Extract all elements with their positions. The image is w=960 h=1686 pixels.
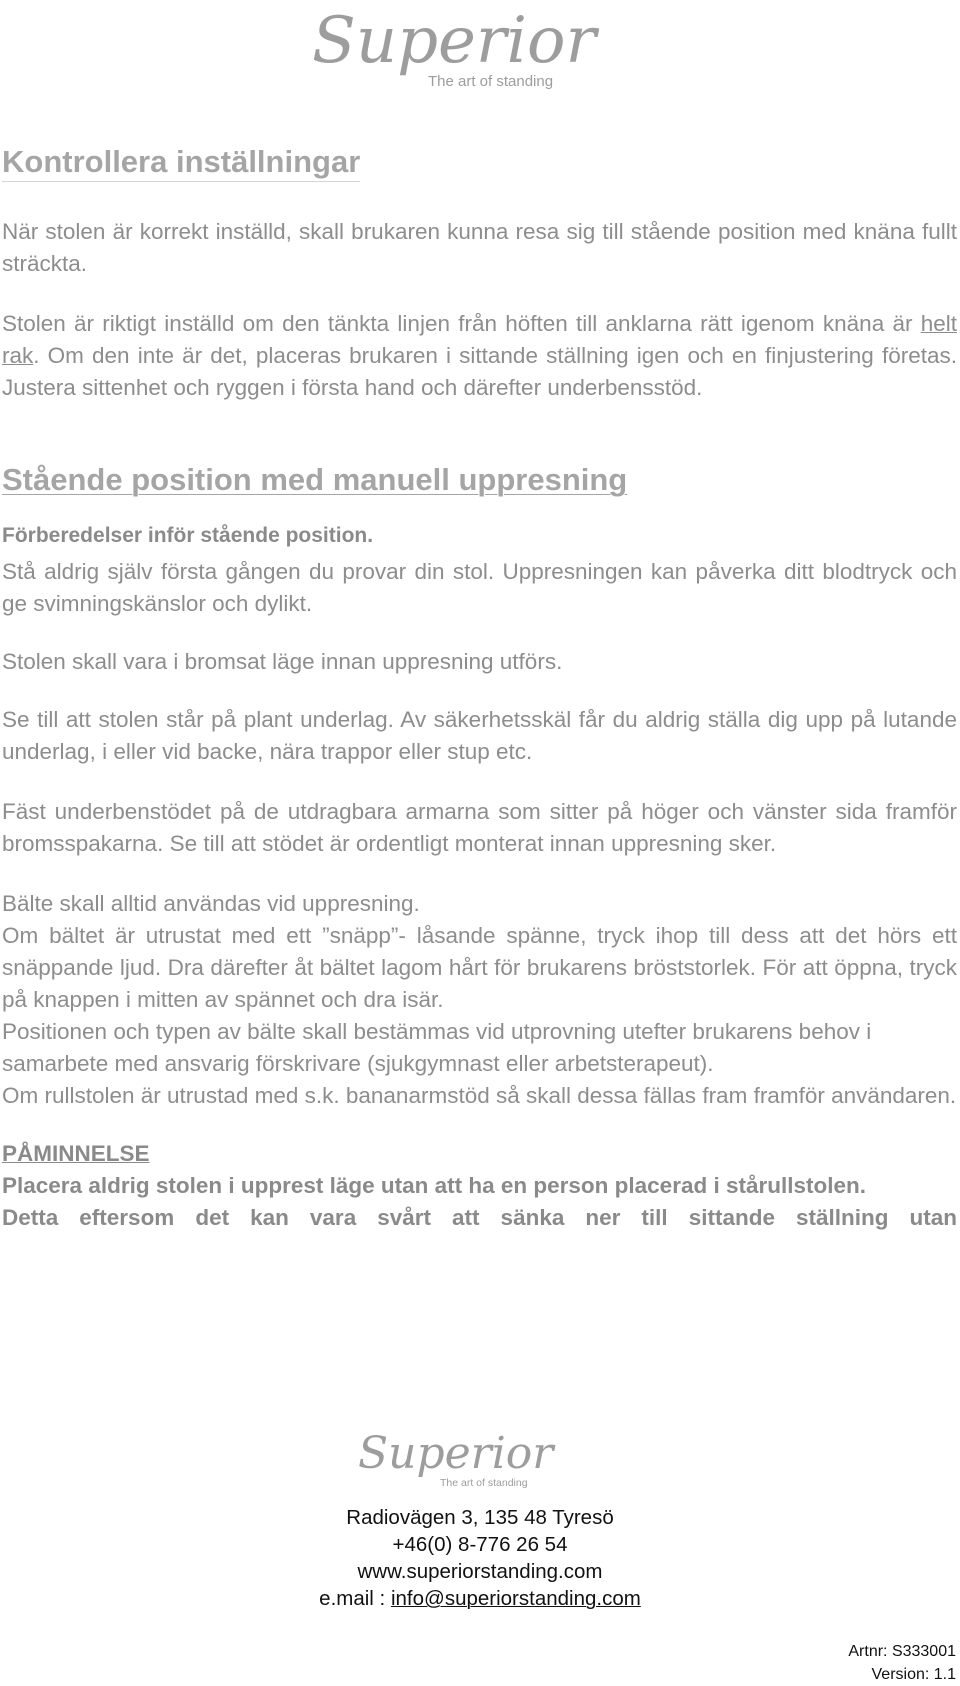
- paragraph-banana-armrest: Om rullstolen är utrustad med s.k. bananarmstöd så skall dessa fällas fram framför användaren.: [2, 1083, 957, 1108]
- logo-tagline-footer: The art of standing: [440, 1477, 528, 1489]
- article-number: Artnr: S333001: [848, 1643, 956, 1660]
- paragraph-alignment: [2, 308, 957, 404]
- footer-phone: +46(0) 8-776 26 54: [392, 1533, 568, 1556]
- paragraph-belt-required: Bälte skall alltid användas vid uppresning.: [2, 891, 420, 916]
- reminder-line-1: Placera aldrig stolen i upprest läge utan att ha en person placerad i stårullstolen.: [2, 1173, 866, 1198]
- footer-contact: [0, 1504, 960, 1612]
- reminder-heading: PÅMINNELSE: [2, 1141, 150, 1166]
- footer-address: Radiovägen 3, 135 48 Tyresö: [346, 1506, 614, 1529]
- document-version: Version: 1.1: [871, 1666, 956, 1683]
- reminder-line-2: Detta eftersom det kan vara svårt att sänka ner till sittande ställning utan: [2, 1205, 957, 1230]
- superior-logo-footer: [358, 1426, 568, 1496]
- heading-check-settings: Kontrollera inställningar: [2, 144, 360, 182]
- footer-email-link[interactable]: info@superiorstanding.com: [390, 1587, 641, 1610]
- superior-logo: [312, 0, 612, 100]
- alignment-text-start: Stolen är riktigt inställd om den tänkta linjen från höften till anklarna rätt igenom knäna är: [2, 311, 921, 336]
- logo-wordmark-footer: Superior: [358, 1428, 554, 1479]
- alignment-text-end: . Om den inte är det, placeras brukaren i sittande ställning igen och en finjustering företas. Justera sittenhet och ryggen i första hand och därefter underbensstöd.: [2, 343, 957, 400]
- footer-email-label: e.mail :: [319, 1587, 391, 1610]
- paragraph-leg-support: Fäst underbenstödet på de utdragbara armarna som sitter på höger och vänster sida framför bromsspakarna. Se till att stödet är ordentligt monterat innan uppresning sker.: [2, 799, 957, 856]
- document-body: [2, 140, 957, 1234]
- paragraph-correct-setting: När stolen är korrekt inställd, skall brukaren kunna resa sig till stående position med knäna fullt sträckta.: [2, 219, 957, 276]
- logo-tagline: The art of standing: [428, 73, 554, 90]
- footer-email-line: [0, 1585, 960, 1612]
- paragraph-belt-buckle: Om bältet är utrustat med ett ”snäpp”- låsande spänne, tryck ihop till dess att det hörs ett snäppande ljud. Dra därefter åt bältet lagom hårt för brukarens bröststorlek. För att öppna, tryck på knappen i mitten av spännet och dra isär.: [2, 923, 957, 1012]
- paragraph-belt-position: Positionen och typen av bälte skall bestämmas vid utprovning utefter brukarens behov i samarbete med ansvarig förskrivare (sjukgymnast eller arbetsterapeut).: [2, 1019, 872, 1076]
- heading-standing-position: Stående position med manuell uppresning: [2, 462, 628, 497]
- paragraph-brakes: Stolen skall vara i bromsat läge innan uppresning utförs.: [2, 649, 563, 674]
- logo-wordmark: Superior: [312, 4, 597, 78]
- helt-rak-underlined: helt rak: [2, 311, 957, 368]
- paragraph-level-ground: Se till att stolen står på plant underlag. Av säkerhetsskäl får du aldrig ställa dig upp på lutande underlag, i eller vid backe, nära trappor eller stup etc.: [2, 707, 957, 764]
- subheading-preparations: Förberedelser inför stående position.: [2, 524, 374, 547]
- footer-website[interactable]: www.superiorstanding.com: [357, 1560, 603, 1583]
- article-info: [848, 1640, 956, 1686]
- paragraph-first-time: Stå aldrig själv första gången du provar din stol. Uppresningen kan påverka ditt blodtryck och ge svimningskänslor och dylikt.: [2, 559, 957, 616]
